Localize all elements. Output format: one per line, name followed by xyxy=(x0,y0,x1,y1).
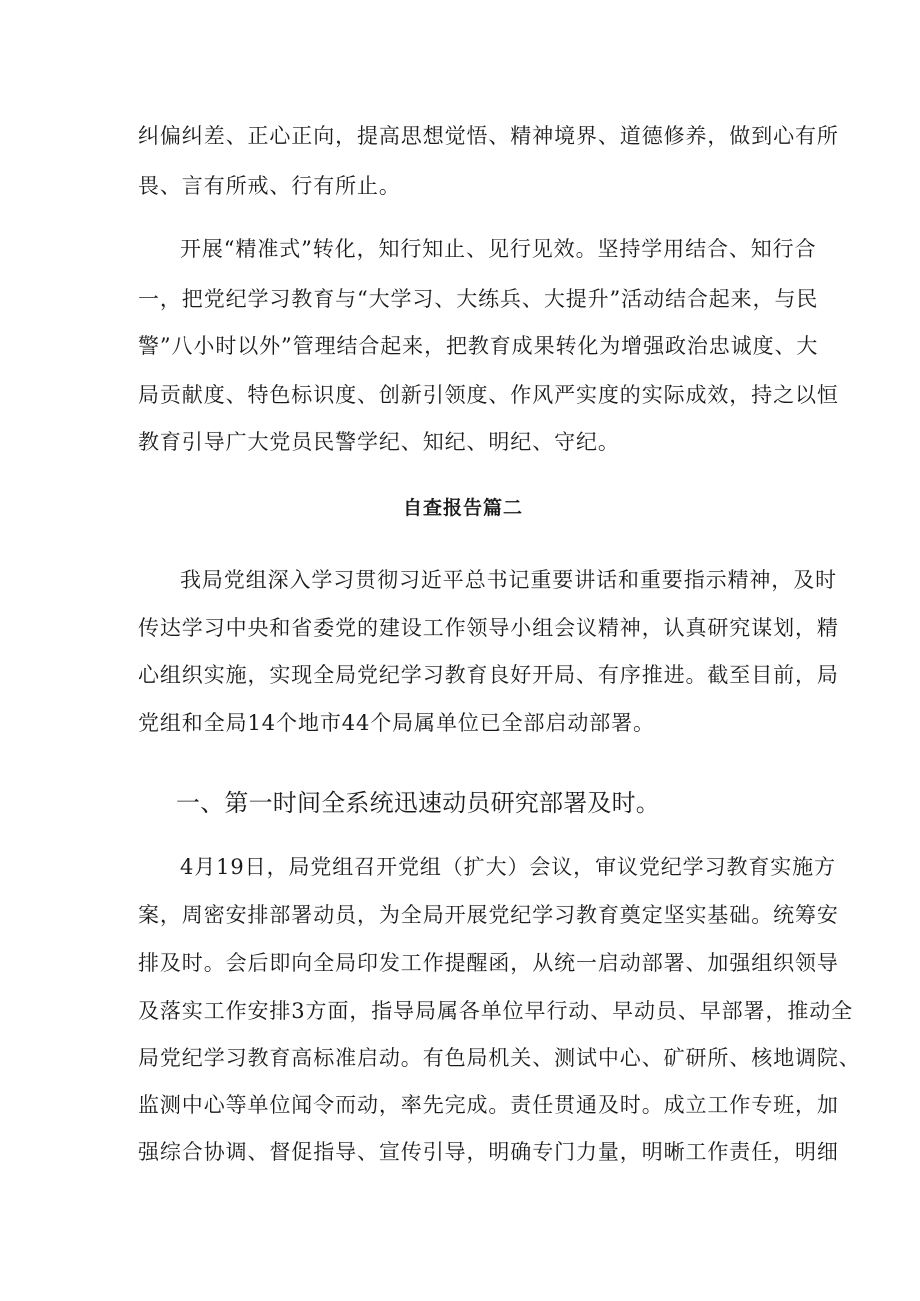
paragraph-line: 一，把党纪学习教育与“大学习、大练兵、大提升”活动结合起来，与民 xyxy=(138,287,819,311)
paragraph-line: 党组和全局14个地市44个局属单位已全部启动部署。 xyxy=(138,711,655,735)
section-title: 自查报告篇二 xyxy=(402,497,523,519)
section-heading: 一、第一时间全系统迅速动员研究部署及时。 xyxy=(176,789,660,817)
paragraph-line: 强综合协调、督促指导、宣传引导，明确专门力量，明晰工作责任，明细 xyxy=(138,1140,839,1164)
paragraph-line: 畏、言有所戒、行有所止。 xyxy=(138,174,401,198)
paragraph-line: 警”八小时以外”管理结合起来，把教育成果转化为增强政治忠诚度、大 xyxy=(138,334,819,358)
paragraph-line: 案，周密安排部署动员，为全局开展党纪学习教育奠定坚实基础。统筹安 xyxy=(138,903,839,927)
paragraph-line: 监测中心等单位闻令而动，率先完成。责任贯通及时。成立工作专班，加 xyxy=(138,1093,839,1117)
paragraph-line: 排及时。会后即向全局印发工作提醒函，从统一启动部署、加强组织领导 xyxy=(138,951,839,975)
paragraph-line: 传达学习中央和省委党的建设工作领导小组会议精神，认真研究谋划，精 xyxy=(138,616,839,640)
paragraph-line: 心组织实施，实现全局党纪学习教育良好开局、有序推进。截至目前，局 xyxy=(138,663,839,687)
paragraph-line: 局贡献度、特色标识度、创新引领度、作风严实度的实际成效，持之以恒 xyxy=(138,383,839,407)
paragraph-line: 开展“精准式”转化，知行知止、见行见效。坚持学用结合、知行合 xyxy=(180,237,817,261)
paragraph-line: 我局党组深入学习贯彻习近平总书记重要讲话和重要指示精神，及时 xyxy=(180,568,837,592)
paragraph-line: 及落实工作安排3方面，指导局属各单位早行动、早动员、早部署，推动全 xyxy=(138,999,854,1023)
paragraph-line: 教育引导广大党员民警学纪、知纪、明纪、守纪。 xyxy=(138,430,620,454)
paragraph-line: 局党纪学习教育高标准启动。有色局机关、测试中心、矿研所、核地调院、 xyxy=(138,1046,861,1070)
paragraph-line: 纠偏纠差、正心正向，提高思想觉悟、精神境界、道德修养，做到心有所 xyxy=(138,124,839,148)
paragraph-line: 4月19日，局党组召开党组（扩大）会议，审议党纪学习教育实施方 xyxy=(180,855,836,879)
